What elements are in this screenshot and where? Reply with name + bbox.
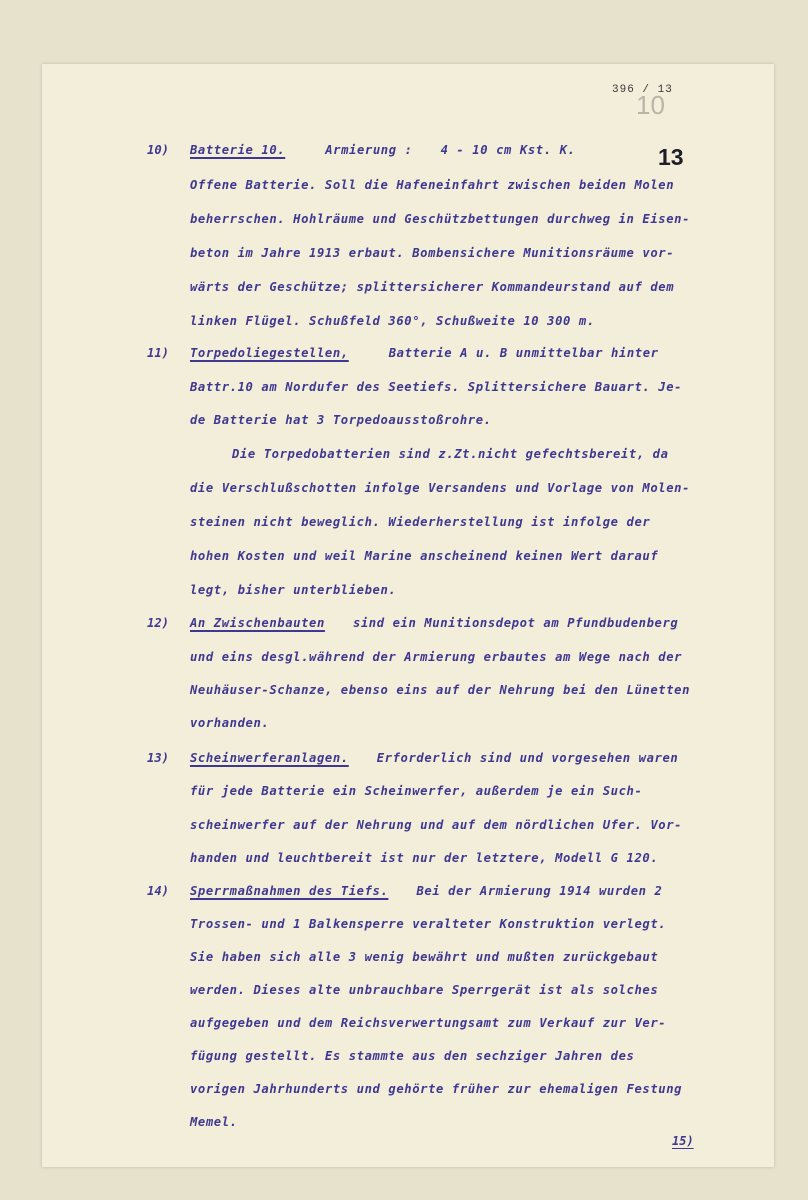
section-12-line-1: [190, 616, 678, 630]
section-text: die Verschlußschotten infolge Versandens und Vorlage von Molen-: [190, 481, 691, 495]
section-text: Erforderlich sind und vorgesehen waren: [376, 751, 679, 765]
section-text: werden. Dieses alte unbrauchbare Sperrgerät ist als solches: [190, 983, 659, 997]
section-text: steinen nicht beweglich. Wiederherstellung ist infolge der: [190, 515, 651, 529]
section-text: fügung gestellt. Es stammte aus den sechziger Jahren des: [190, 1049, 635, 1063]
archive-page-stamp: 10: [636, 90, 665, 120]
section-text: Trossen- und 1 Balkensperre veralteter Konstruktion verlegt.: [190, 917, 667, 931]
section-text: wärts der Geschütze; splittersicherer Kommandeurstand auf dem: [190, 280, 675, 294]
archive-number: 396 / 13: [612, 84, 673, 96]
section-title: Torpedoliegestellen,: [190, 346, 349, 360]
section-text: 4 - 10 cm Kst. K.: [440, 143, 576, 157]
section-text: Die Torpedobatterien sind z.Zt.nicht gefechtsbereit, da: [232, 447, 669, 461]
section-text: für jede Batterie ein Scheinwerfer, außerdem je ein Such-: [190, 784, 643, 798]
page-number: 13: [658, 144, 684, 170]
section-number: 11): [147, 346, 170, 360]
section-text: handen und leuchtbereit ist nur der letztere, Modell G 120.: [190, 851, 659, 865]
section-text: Bei der Armierung 1914 wurden 2: [416, 884, 663, 898]
section-text: Armierung :: [325, 143, 413, 157]
section-number: 14): [147, 884, 170, 898]
section-number: 10): [147, 143, 170, 157]
section-text: Sie haben sich alle 3 wenig bewährt und mußten zurückgebaut: [190, 950, 659, 964]
section-text: Offene Batterie. Soll die Hafeneinfahrt zwischen beiden Molen: [190, 178, 675, 192]
section-title: Sperrmaßnahmen des Tiefs.: [190, 884, 389, 898]
section-text: vorigen Jahrhunderts und gehörte früher zur ehemaligen Festung: [190, 1082, 683, 1096]
section-11-line-1: [190, 346, 659, 360]
section-text: scheinwerfer auf der Nehrung und auf dem nördlichen Ufer. Vor-: [190, 818, 683, 832]
section-number: 12): [147, 616, 170, 630]
section-text: vorhanden.: [190, 716, 270, 730]
section-text: Neuhäuser-Schanze, ebenso eins auf der Nehrung bei den Lünetten: [190, 683, 691, 697]
section-title: Batterie 10.: [190, 143, 286, 157]
section-text: aufgegeben und dem Reichsverwertungsamt zum Verkauf zur Ver-: [190, 1016, 667, 1030]
section-text: de Batterie hat 3 Torpedoausstoßrohre.: [190, 413, 492, 427]
section-text: beherrschen. Hohlräume und Geschützbettungen durchweg in Eisen-: [190, 212, 691, 226]
section-text: Memel.: [190, 1115, 238, 1129]
section-title: Scheinwerferanlagen.: [190, 751, 349, 765]
section-text: legt, bisher unterblieben.: [190, 583, 397, 597]
section-text: hohen Kosten und weil Marine anscheinend keinen Wert darauf: [190, 549, 659, 563]
section-text: linken Flügel. Schußfeld 360°, Schußweite 10 300 m.: [190, 314, 595, 328]
section-text: Battr.10 am Nordufer des Seetiefs. Splittersichere Bauart. Je-: [190, 380, 683, 394]
archive-reference: [612, 84, 673, 120]
section-13-line-1: [190, 751, 678, 765]
next-section-marker: 15): [672, 1134, 694, 1148]
section-text: beton im Jahre 1913 erbaut. Bombensichere Munitionsräume vor-: [190, 246, 675, 260]
section-text: Batterie A u. B unmittelbar hinter: [388, 346, 659, 360]
section-text: sind ein Munitionsdepot am Pfundbudenberg: [352, 616, 679, 630]
section-number: 13): [147, 751, 170, 765]
section-14-line-1: [190, 884, 663, 898]
section-title: An Zwischenbauten: [190, 616, 325, 630]
section-text: und eins desgl.während der Armierung erbautes am Wege nach der: [190, 650, 683, 664]
section-10-line-1: [190, 143, 576, 157]
